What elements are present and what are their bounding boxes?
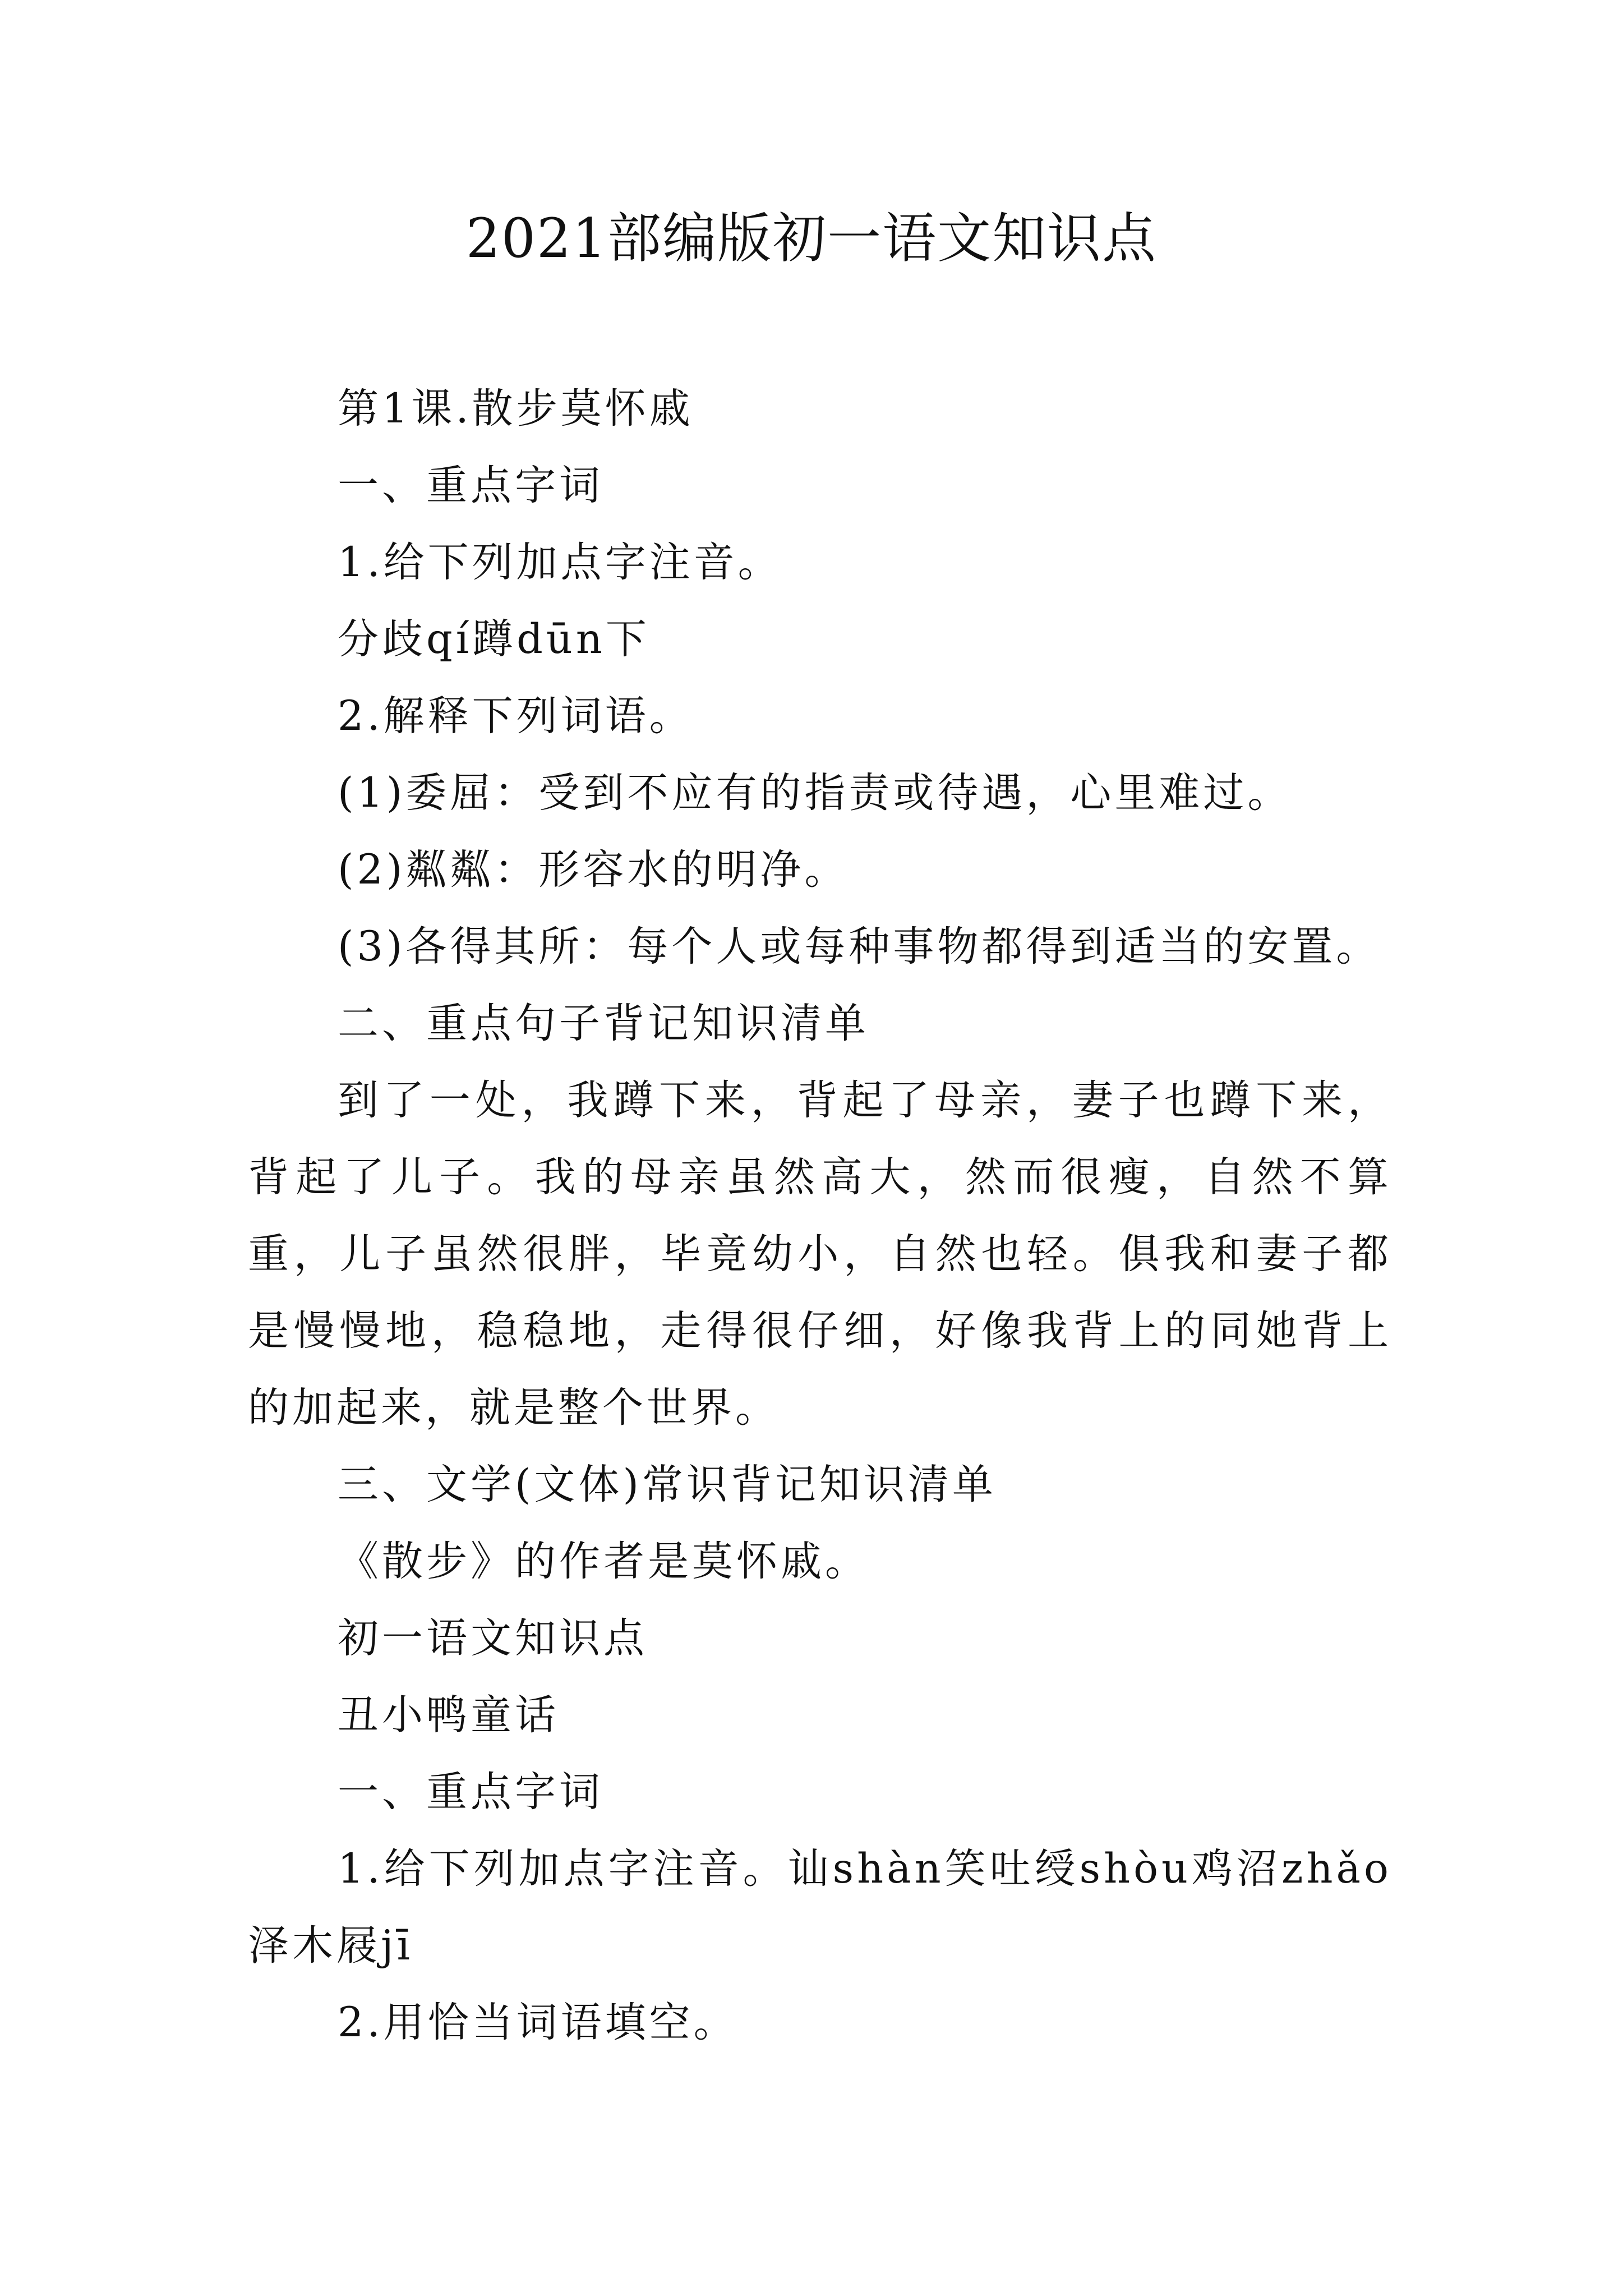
lesson-heading-ugly-duckling: 丑小鸭童话 [338,1691,559,1739]
pinyin-exercise-paragraph: 1.给下列加点字注音。讪shàn笑吐绶shòu鸡沼zhǎo泽木屐jī [248,1845,1392,1970]
exercise-explain-prompt: 2.解释下列词语。 [338,692,694,740]
author-note: 《散步》的作者是莫怀戚。 [338,1538,869,1585]
fill-in-prompt: 2.用恰当词语填空。 [338,1999,738,2046]
subheading-knowledge: 初一语文知识点 [338,1614,648,1662]
document-body [248,370,1392,2061]
passage-paragraph: 到了一处，我蹲下来，背起了母亲，妻子也蹲下来，背起了儿子。我的母亲虽然高大，然而很瘦，自然不算重，儿子虽然很胖，毕竟幼小，自然也轻。俱我和妻子都是慢慢地，稳稳地，走得很仔细，好像我背上的同她背上的加起来，就是整个世界。 [248,1076,1392,1432]
section-heading-key-words-2: 一、重点字词 [338,1768,603,1816]
section-heading-key-sentences: 二、重点句子背记知识清单 [338,1000,869,1047]
section-heading-key-words: 一、重点字词 [338,462,603,509]
definition-item-1: (1)委屈：受到不应有的指责或待遇，心里难过。 [338,769,1292,817]
section-heading-literature: 三、文学(文体)常识背记知识清单 [338,1461,997,1508]
definition-item-2: (2)粼粼：形容水的明净。 [338,846,849,894]
document-title: 2021部编版初一语文知识点 [465,207,1158,270]
definition-item-3: (3)各得其所：每个人或每种事物都得到适当的安置。 [338,923,1381,970]
exercise-pinyin-prompt: 1.给下列加点字注音。 [338,539,782,586]
pinyin-answers: 分歧qí蹲dūn下 [338,615,650,663]
lesson-heading: 第1课.散步莫怀戚 [338,385,694,432]
